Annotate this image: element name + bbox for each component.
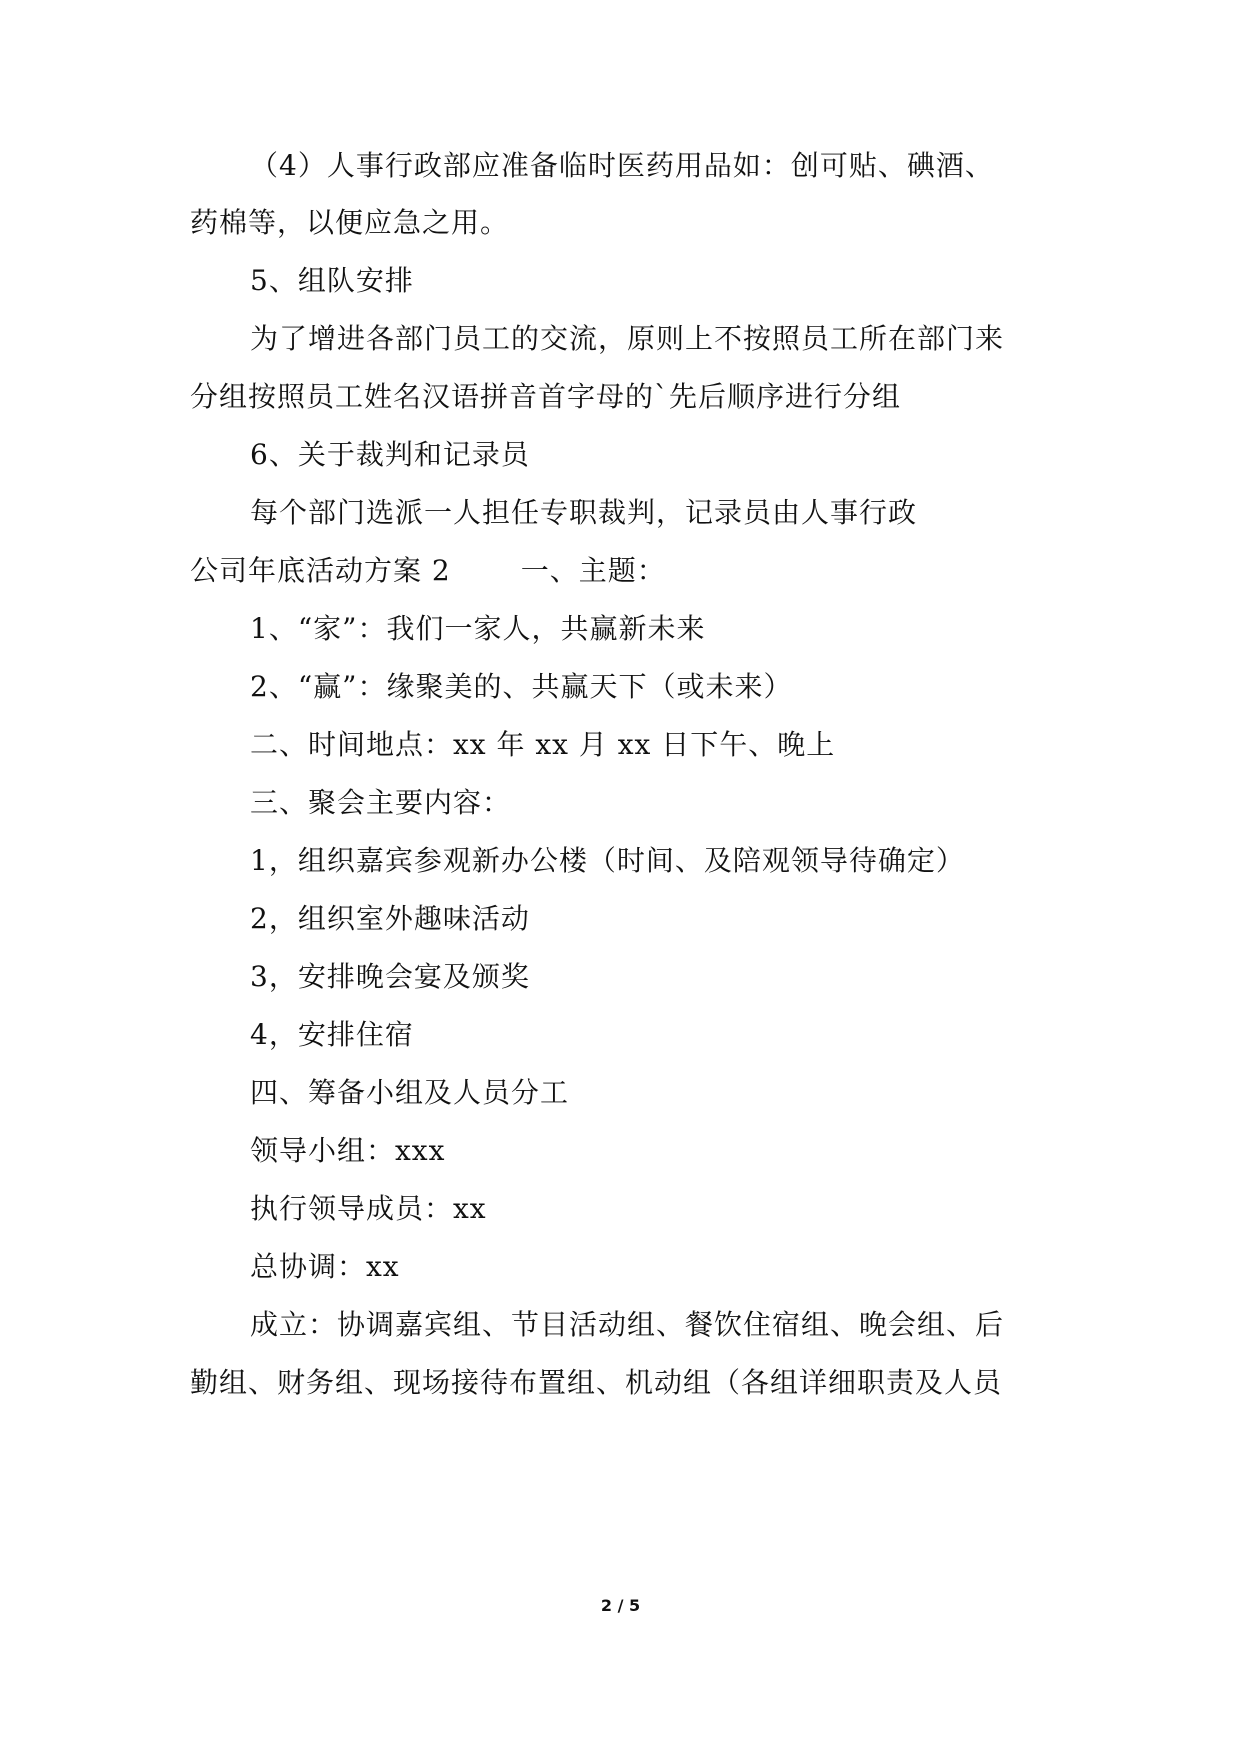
page-number: 2 / 5 — [600, 1596, 641, 1615]
list-item: 1，组织嘉宾参观新办公楼（时间、及陪观领导待确定） — [250, 844, 965, 877]
paragraph-line: 每个部门选派一人担任专职裁判，记录员由人事行政 — [250, 496, 918, 529]
list-item: 3，安排晚会宴及颁奖 — [250, 960, 530, 993]
paragraph-line: 勤组、财务组、现场接待布置组、机动组（各组详细职责及人员 — [190, 1366, 1003, 1399]
paragraph-line: 执行领导成员：xx — [250, 1192, 487, 1225]
paragraph-line: 领导小组：xxx — [250, 1134, 446, 1167]
list-item: 4，安排住宿 — [250, 1018, 414, 1051]
paragraph-line: （4）人事行政部应准备临时医药用品如：创可贴、碘酒、 — [250, 149, 994, 182]
paragraph-line: 为了增进各部门员工的交流，原则上不按照员工所在部门来 — [250, 322, 1005, 355]
paragraph-line: 药棉等，以便应急之用。 — [190, 206, 510, 239]
paragraph-line: 总协调：xx — [250, 1250, 400, 1283]
section-heading: 6、关于裁判和记录员 — [250, 438, 530, 471]
list-item: 2，组织室外趣味活动 — [250, 902, 530, 935]
section-heading: 四、筹备小组及人员分工 — [250, 1076, 570, 1109]
list-item: 2、“赢”：缘聚美的、共赢天下（或未来） — [250, 670, 793, 703]
document-title-line — [190, 551, 666, 591]
document-title: 公司年底活动方案 2 — [190, 554, 451, 587]
section-heading: 一、主题： — [520, 554, 666, 587]
section-heading: 5、组队安排 — [250, 264, 414, 297]
paragraph-line: 成立：协调嘉宾组、节目活动组、餐饮住宿组、晚会组、后 — [250, 1308, 1005, 1341]
list-item: 1、“家”：我们一家人，共赢新未来 — [250, 612, 706, 645]
section-heading: 二、时间地点：xx 年 xx 月 xx 日下午、晚上 — [250, 728, 836, 761]
section-heading: 三、聚会主要内容： — [250, 786, 512, 819]
paragraph-line: 分组按照员工姓名汉语拼音首字母的`先后顺序进行分组 — [190, 380, 902, 413]
